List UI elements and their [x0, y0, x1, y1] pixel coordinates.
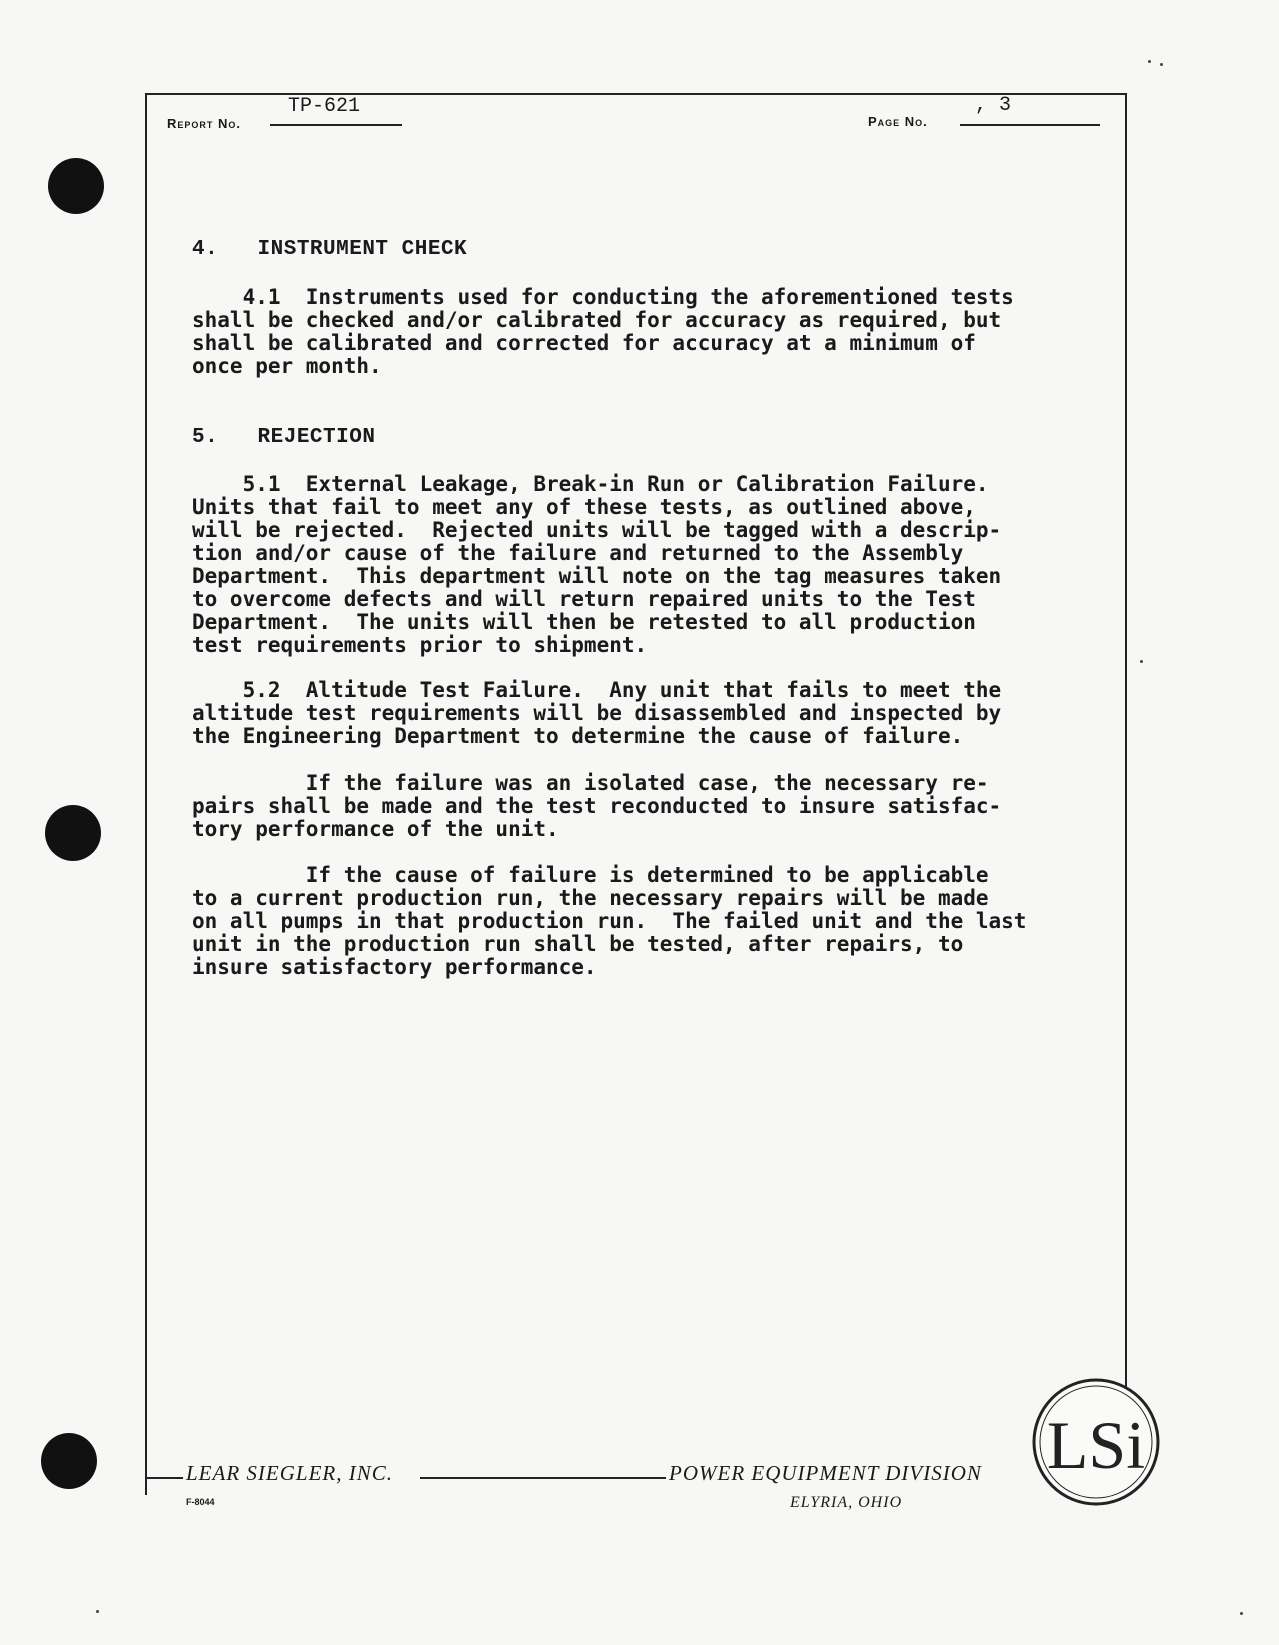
lsi-logo-text: LSi: [1046, 1407, 1146, 1483]
punch-hole-bottom: [41, 1433, 97, 1489]
scan-speck: [1240, 1612, 1243, 1615]
scan-speck: [1160, 63, 1163, 66]
report-number-underline: [270, 124, 402, 126]
punch-hole-middle: [45, 805, 101, 861]
paragraph-5-2: 5.2 Altitude Test Failure. Any unit that fails to meet the altitude test requirements will be disassembled and inspected by the Engineering Department to determine the cause of failure.: [192, 678, 1002, 748]
scan-speck: [1140, 660, 1143, 663]
lsi-logo: [1030, 1376, 1162, 1508]
paragraph-production-run: If the cause of failure is determined to be applicable to a current production run, the necessary repairs will be made on all pumps in that production run. The failed unit and the last unit in the production run shall be tested, after repairs, to insure satisfactory performance.: [192, 863, 1027, 979]
footer-company: LEAR SIEGLER, INC.: [186, 1461, 393, 1485]
paragraph-4-1: 4.1 Instruments used for conducting the aforementioned tests shall be checked and/or calibrated for accuracy as required, but shall be calibrated and corrected for accuracy at a minimum of once per month.: [192, 285, 1014, 378]
footer-rule-left: [147, 1477, 183, 1479]
report-number-value: TP-621: [288, 95, 361, 118]
page-number-underline: [960, 124, 1100, 126]
section-heading-instrument-check: 4. INSTRUMENT CHECK: [192, 238, 468, 261]
page-number-label: Page No.: [868, 114, 928, 129]
section-heading-rejection: 5. REJECTION: [192, 426, 376, 449]
footer-rule-middle: [420, 1477, 666, 1479]
scan-speck: [96, 1610, 99, 1613]
scan-speck: [1148, 60, 1151, 63]
paragraph-5-1: 5.1 External Leakage, Break-in Run or Calibration Failure. Units that fail to meet any of these tests, as outlined above, will be rejected. Rejected units will be tagged with a descrip- tion and/or cause of the failure and returned to the Assembly Department. This department will note on the tag measures taken to overcome defects and will return repaired units to the Test Department. The units will then be retested to all production test requirements prior to shipment.: [192, 472, 1002, 657]
footer-location: ELYRIA, OHIO: [790, 1494, 903, 1511]
page-number-value: , 3: [975, 94, 1012, 117]
paragraph-isolated-case: If the failure was an isolated case, the necessary re- pairs shall be made and the test reconducted to insure satisfac- tory performance of the unit.: [192, 771, 1002, 841]
footer-form-number: F-8044: [186, 1497, 215, 1507]
punch-hole-top: [48, 158, 104, 214]
report-number-label: Report No.: [167, 116, 242, 131]
footer-division: POWER EQUIPMENT DIVISION: [669, 1461, 982, 1485]
